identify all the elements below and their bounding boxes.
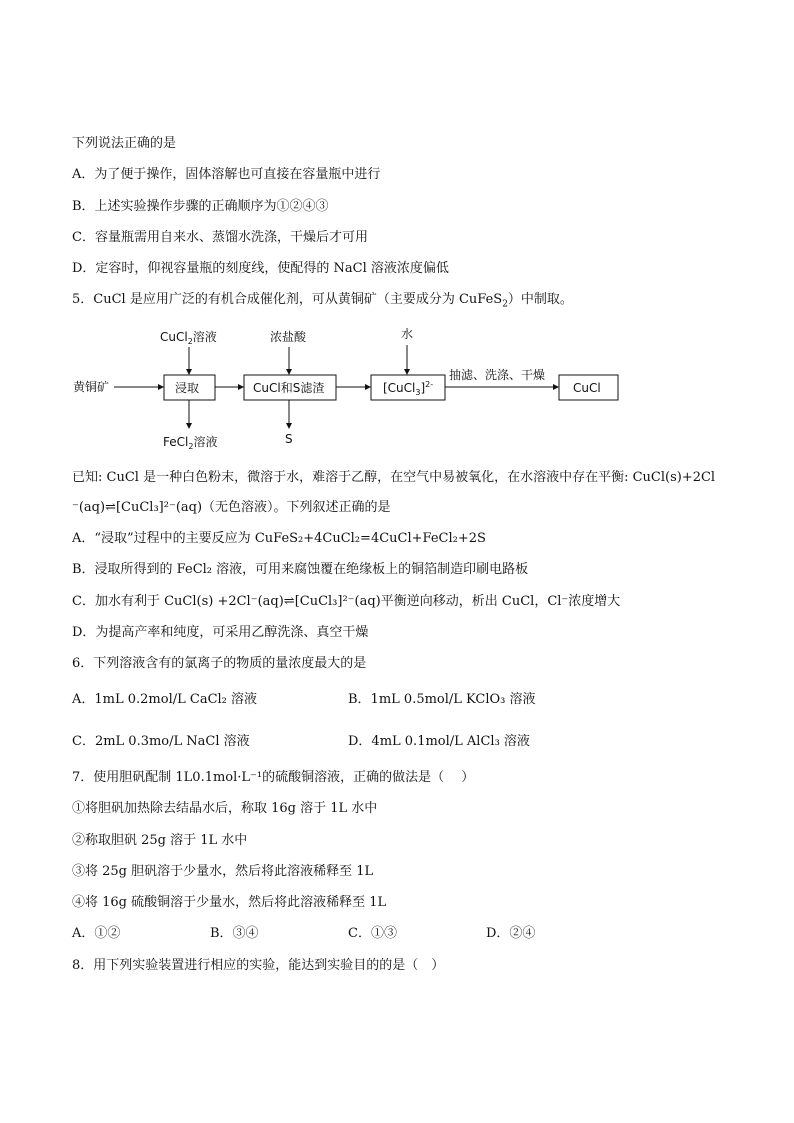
flow-input-hcl: 浓盐酸 <box>270 330 307 344</box>
q7-item-1: ①将胆矾加热除去结晶水后，称取 16g 溶于 1L 水中 <box>72 801 378 816</box>
q4-option-c: C．容量瓶需用自来水、蒸馏水洗涤，干燥后才可用 <box>72 230 368 245</box>
q6-option-b: B．1mL 0.5mol/L KClO₃ 溶液 <box>348 692 536 707</box>
q5-stem: 5．CuCl 是应用广泛的有机合成催化剂，可从黄铜矿（主要成分为 CuFeS$_2$）中制取。 <box>72 292 573 310</box>
flow-box-product-label: CuCl <box>573 381 601 395</box>
q7-item-3: ③将 25g 胆矾溶于少量水，然后将此溶液稀释至 1L <box>72 864 374 879</box>
flow-output-fecl2: FeCl$_2$溶液 <box>163 435 218 451</box>
flow-start: 黄铜矿 <box>73 380 110 394</box>
q6-option-a: A．1mL 0.2mol/L CaCl₂ 溶液 <box>72 692 258 707</box>
q4-stem: 下列说法正确的是 <box>72 136 177 151</box>
q7-item-4: ④将 16g 硫酸铜溶于少量水，然后将此溶液稀释至 1L <box>72 895 387 910</box>
q7-stem: 7．使用胆矾配制 1L0.1mol·L⁻¹的硫酸铜溶液，正确的做法是（ ） <box>72 770 475 785</box>
q5-known-1: 已知: CuCl 是一种白色粉末，微溶于水，难溶于乙醇，在空气中易被氧化，在水溶液中存在平衡: CuCl(s)+2Cl <box>72 470 716 485</box>
flow-input-cucl2: CuCl$_2$溶液 <box>160 330 217 346</box>
q6-option-d: D．4mL 0.1mol/L AlCl₃ 溶液 <box>348 734 530 749</box>
q5-option-b: B．浸取所得到的 FeCl₂ 溶液，可用来腐蚀覆在绝缘板上的铜箔制造印刷电路板 <box>72 562 529 577</box>
flow-box-complex-label: [CuCl$_3$]$^{2-}$ <box>383 380 434 397</box>
q5-option-d: D．为提高产率和纯度，可采用乙醇洗涤、真空干燥 <box>72 625 369 640</box>
flow-box-leach-label: 浸取 <box>175 381 200 395</box>
flow-output-s: S <box>285 432 293 446</box>
q7-option-a: A．①② <box>72 926 121 941</box>
q5-known-2: ⁻(aq)⇌[CuCl₃]²⁻(aq)（无色溶液）。下列叙述正确的是 <box>72 500 391 515</box>
q8-stem: 8．用下列实验装置进行相应的实验，能达到实验目的的是（ ） <box>72 958 445 973</box>
flow-diagram <box>0 0 794 460</box>
q4-option-a: A．为了便于操作，固体溶解也可直接在容量瓶中进行 <box>72 167 381 182</box>
q7-item-2: ②称取胆矾 25g 溶于 1L 水中 <box>72 833 248 848</box>
q5-option-c: C．加水有利于 CuCl(s) +2Cl⁻(aq)⇌[CuCl₃]²⁻(aq)平衡逆向移动，析出 CuCl，Cl⁻浓度增大 <box>72 594 621 609</box>
q4-option-b: B．上述实验操作步骤的正确顺序为①②④③ <box>72 199 329 214</box>
q7-option-d: D．②④ <box>486 926 536 941</box>
flow-input-water: 水 <box>401 327 414 341</box>
q4-option-d: D．定容时，仰视容量瓶的刻度线，使配得的 NaCl 溶液浓度偏低 <box>72 261 449 276</box>
flow-box-residue-label: CuCl和S滤渣 <box>253 381 325 395</box>
q5-option-a: A．“浸取”过程中的主要反应为 CuFeS₂+4CuCl₂=4CuCl+FeCl₂+2S <box>72 531 486 546</box>
flow-step-filter: 抽滤、洗涤、干燥 <box>449 368 546 382</box>
q7-option-c: C．①③ <box>348 926 397 941</box>
q6-stem: 6．下列溶液含有的氯离子的物质的量浓度最大的是 <box>72 656 367 671</box>
q7-option-b: B．③④ <box>210 926 259 941</box>
q6-option-c: C．2mL 0.3mo/L NaCl 溶液 <box>72 734 250 749</box>
